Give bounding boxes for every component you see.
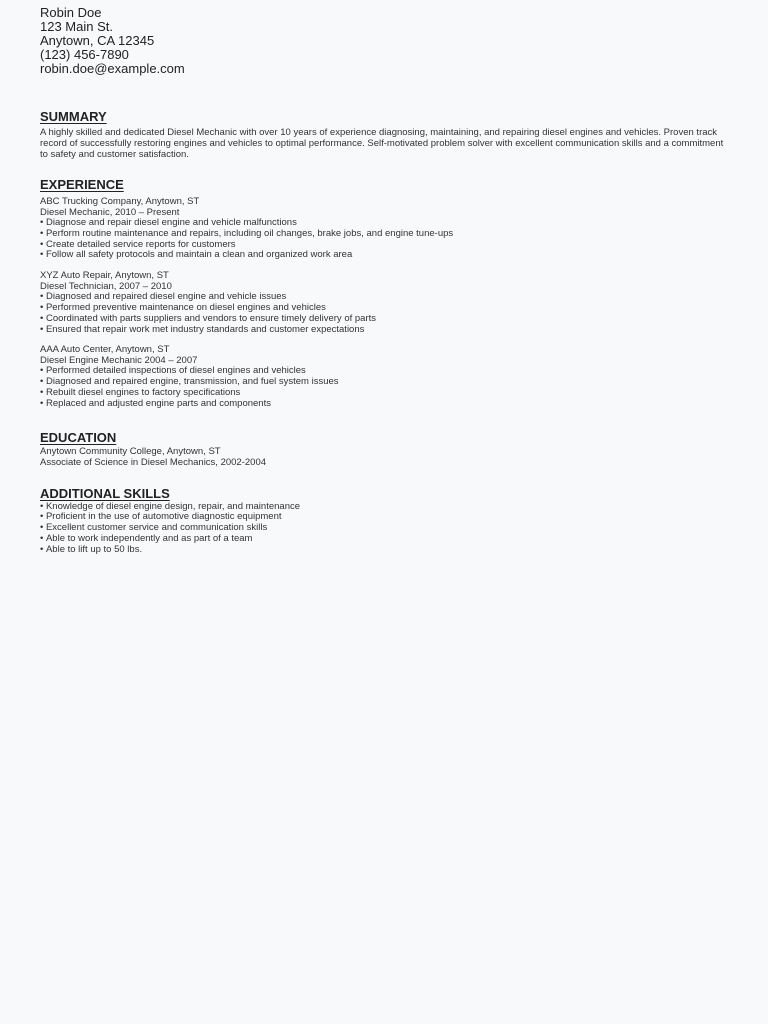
summary-section [40,109,740,160]
list-item: • Excellent customer service and communication skills [40,523,740,534]
list-item: • Coordinated with parts suppliers and vendors to ensure timely delivery of parts [40,314,740,325]
list-item: • Proficient in the use of automotive diagnostic equipment [40,512,740,523]
list-item: • Knowledge of diesel engine design, repair, and maintenance [40,502,740,513]
education-school: Anytown Community College, Anytown, ST [40,445,221,457]
contact-email: robin.doe@example.com [40,61,185,76]
job-entry [40,270,740,335]
job-duties [40,366,740,409]
contact-block [40,6,740,76]
job-entry [40,344,740,409]
education-heading: EDUCATION [40,429,117,445]
job-entry [40,196,740,261]
list-item: • Performed preventive maintenance on diesel engines and vehicles [40,303,740,314]
list-item: • Diagnosed and repaired engine, transmission, and fuel system issues [40,377,740,388]
list-item: • Performed detailed inspections of diesel engines and vehicles [40,366,740,377]
contact-city: Anytown, CA 12345 [40,33,155,48]
job-title: Diesel Engine Mechanic 2004 – 2007 [40,355,198,367]
experience-section [40,177,740,410]
list-item: • Rebuilt diesel engines to factory specifications [40,388,740,399]
job-employer: ABC Trucking Company, Anytown, ST [40,196,200,207]
summary-heading: SUMMARY [40,109,107,124]
skills-list [40,502,740,556]
list-item: • Diagnose and repair diesel engine and vehicle malfunctions [40,218,740,229]
summary-text: A highly skilled and dedicated Diesel Mechanic with over 10 years of experience diagnosing, maintaining, and repairing diesel engines and vehicles. Proven track record of successfully restoring engines and vehicles to optimal performance. Self-motivated problem solver with excellent communication skills and a commitment to safety and customer satisfaction. [40,127,724,160]
experience-heading: EXPERIENCE [40,177,124,192]
list-item: • Able to lift up to 50 lbs. [40,545,740,556]
list-item: • Able to work independently and as part of a team [40,534,740,545]
job-title: Diesel Mechanic, 2010 – Present [40,207,180,218]
contact-name: Robin Doe [40,5,102,20]
job-employer: XYZ Auto Repair, Anytown, ST [40,270,169,282]
skills-section [40,486,740,556]
job-employer: AAA Auto Center, Anytown, ST [40,344,170,356]
list-item: • Diagnosed and repaired diesel engine and vehicle issues [40,292,740,303]
job-duties [40,218,740,261]
education-degree: Associate of Science in Diesel Mechanics, 2002-2004 [40,456,267,468]
list-item: • Create detailed service reports for customers [40,240,740,251]
list-item: • Ensured that repair work met industry standards and customer expectations [40,325,740,336]
contact-phone: (123) 456-7890 [40,47,129,62]
list-item: • Perform routine maintenance and repairs, including oil changes, brake jobs, and engine tune-ups [40,229,740,240]
list-item: • Follow all safety protocols and maintain a clean and organized work area [40,250,740,261]
contact-street: 123 Main St. [40,19,113,34]
list-item: • Replaced and adjusted engine parts and components [40,399,740,410]
resume-page [40,6,740,556]
skills-heading: ADDITIONAL SKILLS [40,485,170,501]
job-duties [40,292,740,335]
job-title: Diesel Technician, 2007 – 2010 [40,281,172,293]
education-section [40,430,740,468]
